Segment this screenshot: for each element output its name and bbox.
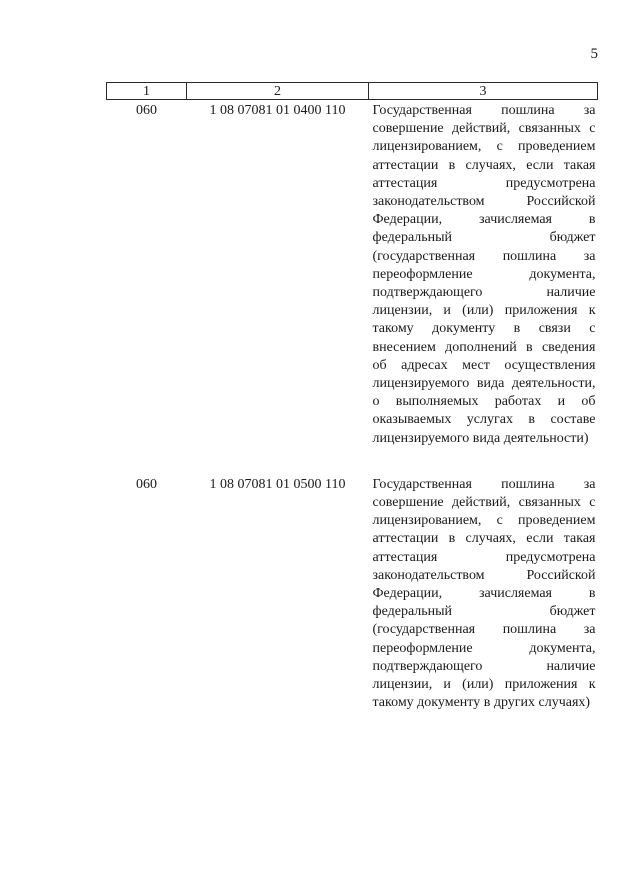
kbk-code-cell: 1 08 07081 01 0400 110 (209, 103, 346, 118)
table-row (107, 474, 598, 713)
revenue-codes-table (106, 82, 598, 713)
admin-code-cell: 060 (136, 476, 157, 492)
table-header-row (107, 83, 598, 100)
column-header-1: 1 (107, 83, 187, 100)
column-header-2: 2 (187, 83, 369, 100)
row-spacer (107, 448, 598, 474)
column-header-3: 3 (369, 83, 598, 100)
description-cell: Государственная пошлина за совершение действий, связанных с лицензированием, с проведением аттестации в случаях, если такая аттестация предусмотрена законодательством Российской Федерации, зачисляемая в федеральный бюджет (государственная пошлина за переоформление документа, подтверждающего наличие лицензии, и (или) приложения к такому документу в других случаях) (372, 476, 596, 711)
page-number: 5 (590, 46, 598, 62)
kbk-code-cell: 1 08 07081 01 0500 110 (209, 476, 346, 492)
table-row (107, 100, 598, 448)
admin-code-cell: 060 (136, 103, 157, 118)
description-cell: Государственная пошлина за совершение действий, связанных с лицензированием, с проведением аттестации в случаях, если такая аттестация предусмотрена законодательством Российской Федерации, зачисляемая в федеральный бюджет (государственная пошлина за переоформление документа, подтверждающего наличие лицензии, и (или) приложения к такому документу в связи с внесением дополнений в сведения об адресах мест осуществления лицензируемого вида деятельности, о выполняемых работах и об оказываемых услугах в составе лицензируемого вида деятельности) (372, 103, 596, 446)
